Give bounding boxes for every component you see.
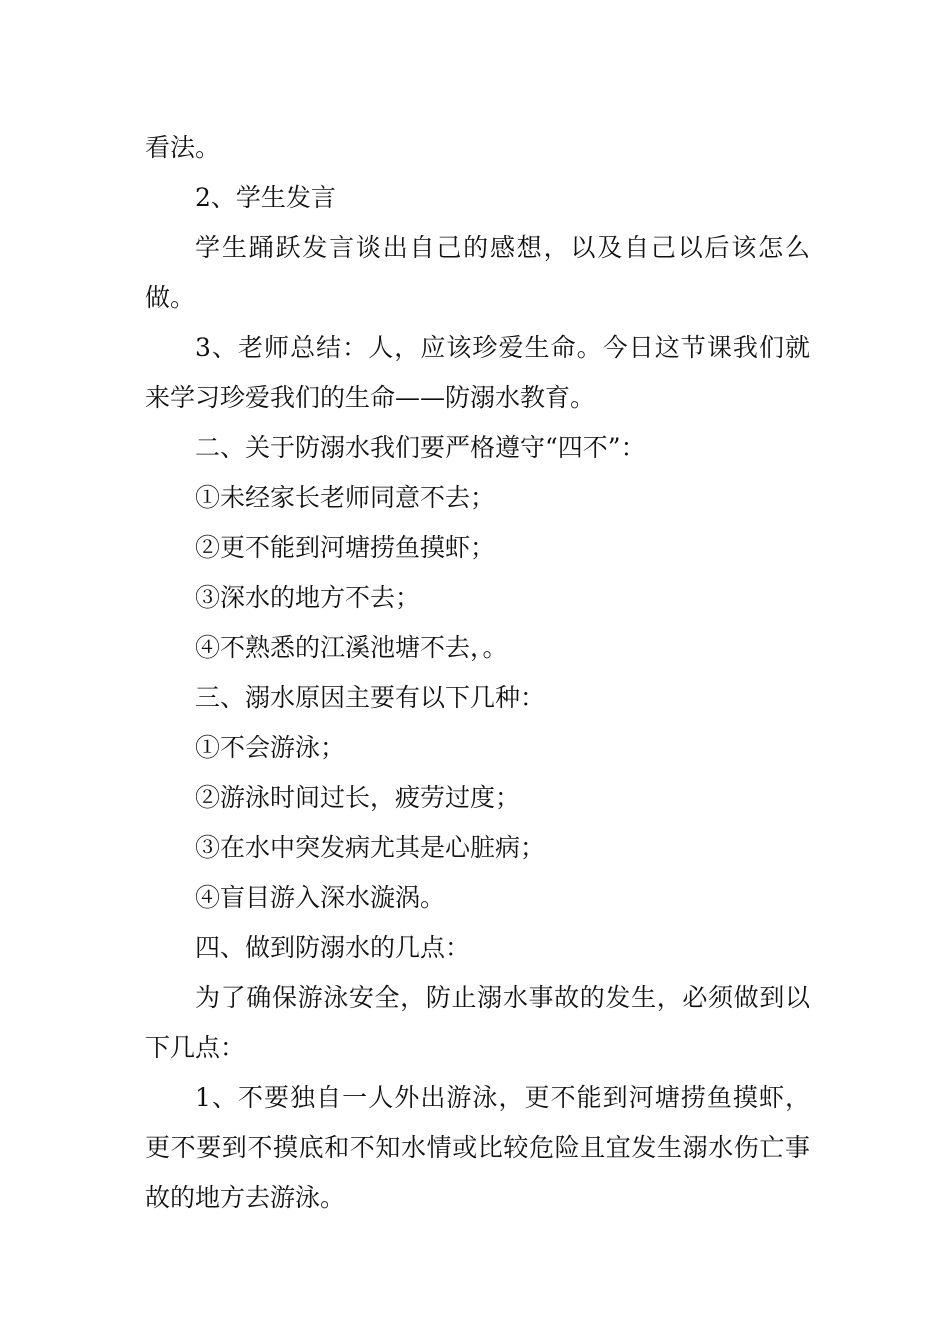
- paragraph-teacher-summary: 3、老师总结：人，应该珍爱生命。今日这节课我们就来学习珍爱我们的生命——防溺水教育。: [145, 333, 810, 412]
- paragraph-prevention-intro: 为了确保游泳安全，防止溺水事故的发生，必须做到以下几点：: [145, 983, 810, 1062]
- paragraph-continuation: 看法。: [145, 133, 221, 162]
- list-item: ①不会游泳；: [195, 733, 346, 762]
- list-item: ④不熟悉的江溪池塘不去，。: [195, 633, 508, 662]
- list-item: ②更不能到河塘捞鱼摸虾；: [195, 533, 496, 562]
- list-item: ②游泳时间过长，疲劳过度；: [195, 783, 521, 812]
- list-item: ①未经家长老师同意不去；: [195, 483, 496, 512]
- list-item: ③深水的地方不去；: [195, 583, 421, 612]
- list-item: ③在水中突发病尤其是心脏病；: [195, 833, 546, 862]
- section-heading-prevention: 四、做到防溺水的几点：: [195, 933, 471, 962]
- list-item: ④盲目游入深水漩涡。: [195, 883, 446, 912]
- paragraph-student-speech: 学生踊跃发言谈出自己的感想，以及自己以后该怎么做。: [145, 233, 810, 312]
- paragraph-prevention-rule-1: 1、不要独自一人外出游泳，更不能到河塘捞鱼摸虾，更不要到不摸底和不知水情或比较危险且宜发生溺水伤亡事故的地方去游泳。: [145, 1083, 810, 1212]
- section-heading-drowning-causes: 三、溺水原因主要有以下几种：: [195, 683, 546, 712]
- paragraph-student-speech-heading: 2、学生发言: [195, 183, 336, 212]
- body-text: [145, 123, 810, 1223]
- section-heading-four-nots: 二、关于防溺水我们要严格遵守“四不”：: [195, 433, 646, 462]
